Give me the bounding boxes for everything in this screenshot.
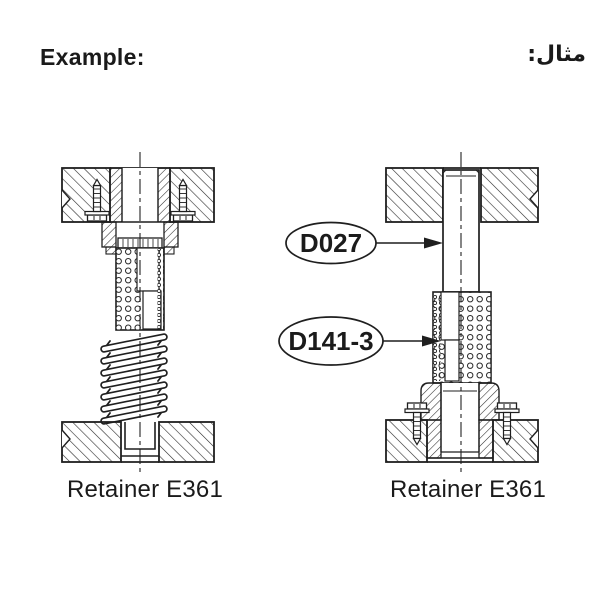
callout-d141-3: [279, 317, 441, 365]
right-ball-cage: [433, 292, 491, 383]
right-guide-bushing: [421, 383, 499, 458]
right-figure-caption: Retainer E361: [389, 476, 547, 503]
left-figure-caption: Retainer E361: [66, 476, 224, 503]
example-label: Example:: [40, 44, 145, 70]
right-assembly: [386, 152, 538, 472]
right-post-in-cage: [441, 292, 459, 340]
callout-d027: [286, 223, 443, 264]
callout-label: D027: [299, 228, 363, 258]
left-bottom-plate: [62, 422, 214, 462]
left-spring: [104, 337, 164, 421]
example-label-arabic: مثال:: [527, 42, 586, 67]
callout-arrowhead: [424, 238, 443, 249]
callout-label: D141-3: [288, 326, 374, 356]
left-assembly: [62, 152, 214, 472]
